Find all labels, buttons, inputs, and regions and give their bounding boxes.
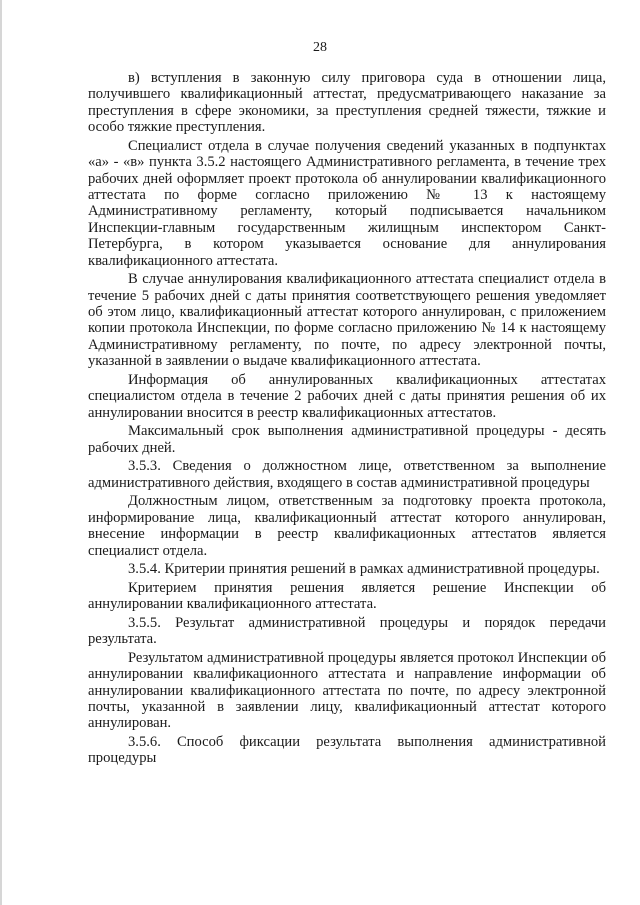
paragraph-criterion: Критерием принятия решения является решение Инспекции об аннулировании квалификационного аттестата. [88,579,606,613]
document-body [88,70,606,769]
paragraph-result: Результатом административной процедуры является протокол Инспекции об аннулировании квалификационного аттестата и направление информации об аннулировании квалификационного аттестата по почте, по адресу электронной почты, указанной в заявлении лицу, квалификационный аттестат которого аннулирован. [88,649,606,732]
paragraph-item-v: в) вступления в законную силу приговора суда в отношении лица, получившего квалификационный аттестат, предусматривающего наказание за преступления в сфере экономики, за преступления средней тяжести, тяжкие и особо тяжкие преступления. [88,70,606,136]
paragraph-max-term: Максимальный срок выполнения административной процедуры - десять рабочих дней. [88,423,606,456]
paragraph-registry: Информация об аннулированных квалификационных аттестатах специалистом отдела в течение 2 рабочих дней с даты принятия решения об их аннулировании вносится в реестр квалификационных аттестатов. [88,371,606,421]
page-number: 28 [313,40,327,55]
paragraph-notification: В случае аннулирования квалификационного аттестата специалист отдела в течение 5 рабочих дней с даты принятия соответствующего решения уведомляет об этом лицо, квалификационный аттестат которого аннулирован, с приложением копии протокола Инспекции, по форме согласно приложению № 14 к настоящему Административному регламенту, по почте, по адресу электронной почты, указанной в заявлении о выдаче квалификационного аттестата. [88,271,606,370]
paragraph-specialist-protocol: Специалист отдела в случае получения сведений указанных в подпунктах «а» - «в» пункта 3.5.2 настоящего Административного регламента, в течение трех рабочих дней оформляет проект протокола об аннулировании квалификационного аттестата по форме согласно приложению № 13 к настоящему Административному регламенту, который подписывается начальником Инспекции-главным государственным жилищным инспектором Санкт-Петербурга, в котором указывается основание для аннулирования квалификационного аттестата. [88,137,606,269]
paragraph-responsible-official: Должностным лицом, ответственным за подготовку проекта протокола, информирование лица, квалификационный аттестат которого аннулирован, внесение информации в реестр квалификационных аттестатов является специалист отдела. [88,493,606,559]
section-heading-3-5-5: 3.5.5. Результат административной процедуры и порядок передачи результата. [88,614,606,648]
section-heading-3-5-6: 3.5.6. Способ фиксации результата выполнения административной процедуры [88,733,606,767]
scan-edge-shadow [0,0,2,905]
section-heading-3-5-4: 3.5.4. Критерии принятия решений в рамках административной процедуры. [128,561,600,578]
section-heading-3-5-3: 3.5.3. Сведения о должностном лице, ответственном за выполнение административного действия, входящего в состав административной процедуры [88,458,606,491]
